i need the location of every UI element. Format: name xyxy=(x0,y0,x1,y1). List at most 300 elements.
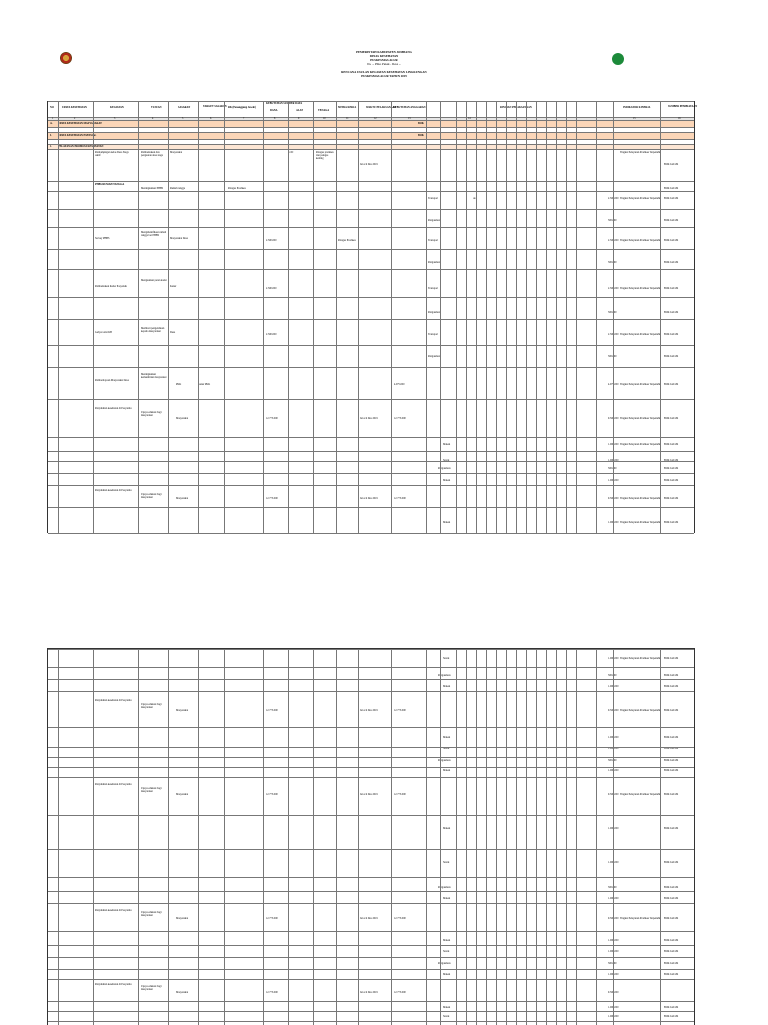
row8-anggaran: 12.775.000 xyxy=(394,497,406,500)
rincian-amount-7: 2.500.000 xyxy=(608,333,619,336)
rincian-sumber-6: BOK JALUR xyxy=(664,311,679,314)
table-row-line xyxy=(48,667,694,668)
table-column-line xyxy=(576,649,577,1025)
table-column-line xyxy=(506,649,507,1025)
row6-sasaran: PKK xyxy=(176,383,182,386)
row8-waktu: Jan s/d Des 2019 xyxy=(360,497,378,500)
b-row4-dana: 12.775.000 xyxy=(266,991,278,994)
row6-tujuan: Meningkatkan kemandirian masyarakat xyxy=(141,373,167,380)
table-column-line xyxy=(198,649,199,1025)
table-row-line xyxy=(48,319,694,320)
row2-sasaran: Rumah tangga xyxy=(170,187,186,190)
table-row-line xyxy=(48,120,694,121)
column-number: 6 xyxy=(210,117,212,120)
table-column-line xyxy=(576,101,577,533)
rincian-transport-4: Transport xyxy=(428,333,438,336)
rincian-transport-3: Transport xyxy=(428,287,438,290)
rincian-sumber-8: BOK JALUR xyxy=(664,355,679,358)
col-tujuan: TUJUAN xyxy=(151,106,162,109)
table-column-line xyxy=(168,101,169,533)
row7-dana: 12.775.000 xyxy=(266,417,278,420)
b-rincian-pengandaan-4: Pengandaan xyxy=(438,962,451,965)
rincian-amount-5: 2.500.000 xyxy=(608,287,619,290)
rincian-indikator-6: Tingkat Pelayanan Promkes Terpenuhi xyxy=(620,417,661,420)
rincian-sumber-10: BOK JALUR xyxy=(664,417,679,420)
table-row-line xyxy=(48,849,694,850)
row8-tujuan: Upaya edukasi bagi masyarakat xyxy=(141,493,162,500)
table-row-line xyxy=(48,945,694,946)
rincian-amount-2: 500.000 xyxy=(608,219,617,222)
table-column-line xyxy=(556,649,557,1025)
col-alat: ALAT xyxy=(296,109,304,112)
rincian-sumber-1: BOK JALUR xyxy=(664,197,679,200)
row1-waktu: Jan s/d Des 2019 xyxy=(360,163,378,166)
b-sumber-4: BOK JALUR xyxy=(664,709,679,712)
rincian-amount-13: 500.000 xyxy=(608,467,617,470)
b-sumber-18: BOK JALUR xyxy=(664,973,679,976)
column-number: 12 xyxy=(374,117,377,120)
table-column-line xyxy=(496,101,497,533)
table-row-line xyxy=(48,727,694,728)
column-number: 4 xyxy=(152,117,154,120)
row2-sumber: BOK JALUR xyxy=(664,187,679,190)
table-row-line xyxy=(48,249,694,250)
table-row-line xyxy=(48,437,694,438)
table-column-line xyxy=(506,101,507,533)
b-sumber-10: BOK JALUR xyxy=(664,827,679,830)
b-amount-12: 500.000 xyxy=(608,886,617,889)
column-number: 1 xyxy=(52,117,54,120)
table-column-line xyxy=(546,101,547,533)
rincian-pengandaan-4: Pengandaan xyxy=(428,355,441,358)
row1-indikator: Tingkat Pelayanan Promkes Terpenuhi xyxy=(620,151,661,154)
col-kegiatan: KEGIATAN xyxy=(110,106,124,109)
b-sumber-1: BOK JALUR xyxy=(664,657,679,660)
rincian-indikator-7: Tingkat Pelayanan Promkes Terpenuhi xyxy=(620,443,661,446)
row3-tujuan: Mengidentifikasi rumah tangga ber PHBS xyxy=(141,231,166,238)
row4-dana: 2.500.000 xyxy=(266,287,277,290)
table-column-line xyxy=(168,649,169,1025)
table-row-line xyxy=(48,297,694,298)
b-amount-15: 1.000.000 xyxy=(608,939,619,942)
row3-kegiatan: Survey PHBS xyxy=(95,237,110,240)
b-rincian-pengandaan-2: Pengandaan xyxy=(438,759,451,762)
table-column-line xyxy=(613,649,614,1025)
table-column-line xyxy=(466,101,467,533)
col-kebutuhan-anggaran: KEBUTUHAN ANGGARAN xyxy=(393,106,426,109)
rincian-sumber-7: BOK JALUR xyxy=(664,333,679,336)
table-column-line xyxy=(546,649,547,1025)
table-column-line xyxy=(336,649,337,1025)
table-column-line xyxy=(288,649,289,1025)
b-row2-tujuan: Upaya edukasi bagi masyarakat xyxy=(141,787,162,794)
rincian-indikator-8: Tingkat Pelayanan Promkes Terpenuhi xyxy=(620,497,661,500)
table-column-line xyxy=(426,101,427,533)
b-row3-dana: 12.775.000 xyxy=(266,917,278,920)
b-rincian-snack-4: Snack xyxy=(443,950,450,953)
plan-table-bottom xyxy=(47,648,695,1025)
b-indikator-3: Tingkat Pelayanan Promkes Terpenuhi xyxy=(620,793,661,796)
col-mitra: MITRA KERJA xyxy=(338,106,357,109)
b-row4-waktu: Jan s/d Des 2019 xyxy=(360,991,378,994)
b-sumber-8: BOK JALUR xyxy=(664,769,679,772)
b-row1-dana: 12.775.000 xyxy=(266,709,278,712)
row1-kegiatan: Pendampingan kelas Desa Siaga Aktif xyxy=(95,151,129,158)
table-row-line xyxy=(48,269,694,270)
row7-tujuan: Upaya edukasi bagi masyarakat xyxy=(141,411,162,418)
b-rincian-makan-4: Makan xyxy=(443,827,451,830)
rincian-indikator-1: Tingkat Pelayanan Promkes Terpenuhi xyxy=(620,197,661,200)
rincian-indikator-4: Tingkat Pelayanan Promkes Terpenuhi xyxy=(620,333,661,336)
table-row-line xyxy=(48,139,694,140)
row6-anggaran: 4.075.000 xyxy=(394,383,405,386)
rincian-amount-9: 4.075.000 xyxy=(608,383,619,386)
table-row-line xyxy=(48,757,694,758)
row2-rk: Petugas Promkes xyxy=(228,187,246,190)
b-rincian-pengandaan-3: Pengandaan xyxy=(438,886,451,889)
rincian-pengandaan-2: Pengandaan xyxy=(428,261,441,264)
b-row3-kegiatan: Penyuluhan kesehatan di Posyandu xyxy=(95,909,132,912)
table-column-line xyxy=(536,649,537,1025)
table-row-line xyxy=(48,979,694,980)
row2-tujuan: Meningkatkan PHBS xyxy=(141,187,164,190)
table-column-line xyxy=(440,101,441,533)
row7-anggaran: 12.775.000 xyxy=(394,417,406,420)
b-rincian-makan-1: Makan xyxy=(443,685,451,688)
table-row-line xyxy=(48,877,694,878)
rincian-amount-14: 1.000.000 xyxy=(608,479,619,482)
column-number: 9 xyxy=(298,117,300,120)
table-row-line xyxy=(48,485,694,486)
b-sumber-15: BOK JALUR xyxy=(664,939,679,942)
rincian-amount-8: 500.000 xyxy=(608,355,617,358)
b-row4-sasaran: Masyarakat xyxy=(176,991,189,994)
b-row2-anggaran: 12.775.000 xyxy=(394,793,406,796)
rincian-sumber-11: BOK JALUR xyxy=(664,443,679,446)
rincian-indikator-9: Tingkat Pelayanan Promkes Terpenuhi xyxy=(620,521,661,524)
col-dana: DANA xyxy=(270,109,278,112)
table-column-line xyxy=(496,649,497,1025)
col-sumber: SUMBER PEMBIAYAAN xyxy=(668,105,698,108)
row8-dana: 12.775.000 xyxy=(266,497,278,500)
table-row-line xyxy=(48,649,694,650)
rincian-sumber-14: BOK JALUR xyxy=(664,479,679,482)
b-amount-5: 1.000.000 xyxy=(608,736,619,739)
table-column-line xyxy=(93,101,94,533)
b-amount-20: 1.000.000 xyxy=(608,1006,619,1009)
b-row1-anggaran: 12.775.000 xyxy=(394,709,406,712)
b-amount-9: 9.500.000 xyxy=(608,793,619,796)
table-column-line xyxy=(516,649,517,1025)
row5-sasaran: Desa xyxy=(170,331,176,334)
row1-tenaga: Petugas promkes dan petugas kesling xyxy=(316,151,334,161)
row3-sasaran: Masyarakat Desa xyxy=(170,237,188,240)
b-amount-3: 1.000.000 xyxy=(608,685,619,688)
table-row-line xyxy=(48,679,694,680)
col-indikator: INDIKATOR KINERJA xyxy=(623,106,651,109)
table-row-line xyxy=(48,191,694,192)
row4-kegiatan: Pembentukan Kader Posyandu xyxy=(95,285,127,288)
b-row3-anggaran: 12.775.000 xyxy=(394,917,406,920)
b-row1-kegiatan: Penyuluhan kesehatan di Posyandu xyxy=(95,699,132,702)
table-column-line xyxy=(516,101,517,533)
b-rincian-makan-7: Makan xyxy=(443,973,451,976)
row1-alat: LCD xyxy=(288,151,294,154)
table-column-line xyxy=(313,101,314,533)
rincian-sumber-16: BOK JALUR xyxy=(664,521,679,524)
column-number: 2 xyxy=(74,117,76,120)
table-row-line xyxy=(48,367,694,368)
rincian-indikator-5: Tingkat Pelayanan Promkes Terpenuhi xyxy=(620,383,661,386)
rincian-amount-4: 500.000 xyxy=(608,261,617,264)
b-sumber-3: BOK JALUR xyxy=(664,685,679,688)
doc-title-2: PUSKESMAS ALUR TAHUN 2019 xyxy=(361,74,407,78)
table-column-line xyxy=(486,649,487,1025)
table-row-line xyxy=(48,969,694,970)
col-waktu: WAKTU PELAKSANAAN xyxy=(366,106,397,109)
table-column-line xyxy=(263,101,264,533)
col-no: NO xyxy=(50,106,54,109)
rincian-indikator-3: Tingkat Pelayanan Promkes Terpenuhi xyxy=(620,287,661,290)
row2-kegiatan: PHBS RUMAH TANGGA xyxy=(95,183,125,186)
rincian-amount-12: 1.000.000 xyxy=(608,459,619,462)
rincian-sumber-2: BOK JALUR xyxy=(664,219,679,222)
b-row1-sasaran: Masyarakat xyxy=(176,709,189,712)
row8-sasaran: Masyarakat xyxy=(176,497,189,500)
table-column-line xyxy=(596,101,597,533)
col-kebutuhan: KEBUTUHAN SUMBER DAYA xyxy=(266,102,303,105)
b-rincian-pengandaan-1: Pengandaan xyxy=(438,674,451,677)
b-row4-tujuan: Upaya edukasi bagi masyarakat xyxy=(141,985,162,992)
table-column-line xyxy=(426,649,427,1025)
table-column-line xyxy=(596,649,597,1025)
table-column-line xyxy=(526,101,527,533)
row8-kegiatan: Penyuluhan kesehatan di Posyandu xyxy=(95,489,132,492)
table-row-line xyxy=(48,507,694,508)
table-row-line xyxy=(48,101,694,102)
table-row-line xyxy=(48,399,694,400)
b-row2-waktu: Jan s/d Des 2019 xyxy=(360,793,378,796)
table-column-line xyxy=(556,101,557,533)
section-a-note: BOK xyxy=(418,122,424,125)
column-number: 16 xyxy=(678,117,681,120)
row1-sasaran: Masyarakat xyxy=(170,151,183,154)
rincian-pengandaan-3: Pengandaan xyxy=(428,311,441,314)
column-number: 5 xyxy=(182,117,184,120)
b-indikator-2: Tingkat Pelayanan Promkes Terpenuhi xyxy=(620,709,661,712)
b-sumber-6: BOK JALUR xyxy=(664,747,679,750)
row5-kegiatan: Gebyar Alat KB xyxy=(95,331,112,334)
row1-sumber: BOK JALUR xyxy=(664,163,679,166)
table-column-line xyxy=(456,101,457,533)
b-row4-anggaran: 12.775.000 xyxy=(394,991,406,994)
b-sumber-9: BOK JALUR xyxy=(664,793,679,796)
rincian-sumber-4: BOK JALUR xyxy=(664,261,679,264)
table-column-line xyxy=(566,101,567,533)
b-amount-7: 500.000 xyxy=(608,759,617,762)
column-number: 7 xyxy=(243,117,245,120)
b-rincian-makan-6: Makan xyxy=(443,939,451,942)
rincian-amount-16: 1.000.000 xyxy=(608,521,619,524)
table-row-line xyxy=(48,533,694,534)
b-amount-17: 500.000 xyxy=(608,962,617,965)
table-row-line xyxy=(48,931,694,932)
header-line-2: DINAS KESEHATAN xyxy=(369,54,399,58)
rincian-makan-2: Makan xyxy=(443,479,451,482)
column-number: 15 xyxy=(633,117,636,120)
row7-waktu: Jan s/d Des 2019 xyxy=(360,417,378,420)
row3-dana: 2.500.000 xyxy=(266,239,277,242)
b-rincian-makan-5: Makan xyxy=(443,897,451,900)
table-column-line xyxy=(391,649,392,1025)
rincian-sumber-12: BOK JALUR xyxy=(664,459,679,462)
rincian-amount-3: 2.500.000 xyxy=(608,239,619,242)
b-amount-4: 9.500.000 xyxy=(608,709,619,712)
table-column-line xyxy=(93,649,94,1025)
b-amount-16: 1.000.000 xyxy=(608,950,619,953)
rincian-amount-11: 1.000.000 xyxy=(608,443,619,446)
section-a-label: UPAYA KESEHATAN MASYARAKAT xyxy=(58,122,102,125)
table-row-line xyxy=(48,132,694,133)
b-amount-1: 1.000.000 xyxy=(608,657,619,660)
b-rincian-snack-5: Snack xyxy=(443,1015,450,1018)
table-row-line xyxy=(48,461,694,462)
b-sumber-16: BOK JALUR xyxy=(664,950,679,953)
table-row-line xyxy=(48,777,694,778)
table-row-line xyxy=(48,209,694,210)
b-rincian-makan-8: Makan xyxy=(443,1006,451,1009)
rincian-sumber-5: BOK JALUR xyxy=(664,287,679,290)
section-1-label: PELAYANAN PROMOSI KESEHATAN xyxy=(58,145,104,148)
header-line-4: Jln. ... Pliko Pukak - Desa ... xyxy=(366,62,402,66)
header-line-1: PEMERINTAH KABUPATEN JOMBANG xyxy=(356,50,412,54)
b-indikator-4: Tingkat Pelayanan Promkes Terpenuhi xyxy=(620,917,661,920)
b-sumber-13: BOK JALUR xyxy=(664,897,679,900)
b-amount-6: 1.000.000 xyxy=(608,747,619,750)
table-column-line xyxy=(391,101,392,533)
column-number: 3 xyxy=(114,117,116,120)
rincian-indikator-2: Tingkat Pelayanan Promkes Terpenuhi xyxy=(620,239,661,242)
rincian-snack-1: Snack xyxy=(443,459,450,462)
rincian-sumber-15: BOK JALUR xyxy=(664,497,679,500)
b-rincian-makan-3: Makan xyxy=(443,769,451,772)
column-number: 11 xyxy=(346,117,349,120)
b-sumber-19: BOK JALUR xyxy=(664,1006,679,1009)
b-rincian-makan-2: Makan xyxy=(443,736,451,739)
row6-target: Kader PKK xyxy=(198,383,211,386)
table-column-line xyxy=(566,649,567,1025)
table-column-line xyxy=(313,649,314,1025)
table-column-line xyxy=(456,649,457,1025)
table-column-line xyxy=(476,101,477,533)
table-row-line xyxy=(48,903,694,904)
b-amount-14: 9.500.000 xyxy=(608,917,619,920)
b-sumber-14: BOK JALUR xyxy=(664,917,679,920)
table-column-line xyxy=(138,649,139,1025)
rincian-sumber-3: BOK JALUR xyxy=(664,239,679,242)
column-number: 13 xyxy=(408,117,411,120)
table-row-line xyxy=(48,747,694,748)
table-column-line xyxy=(288,101,289,533)
row7-kegiatan: Penyuluhan kesehatan di Posyandu xyxy=(95,407,132,410)
section-a-no: A. xyxy=(50,122,53,125)
table-column-line xyxy=(358,101,359,533)
row1-tujuan: Pembentukan dan penguatan desa siaga xyxy=(141,151,163,158)
table-column-line xyxy=(224,101,225,533)
b-row3-sasaran: Masyarakat xyxy=(176,917,189,920)
table-row-line xyxy=(48,767,694,768)
table-row-line xyxy=(48,815,694,816)
table-row-line xyxy=(48,451,694,452)
b-sumber-11: BOK JALUR xyxy=(664,861,679,864)
b-rincian-snack-2: Snack xyxy=(443,747,450,750)
b-amount-19: 9.500.000 xyxy=(608,991,619,994)
rincian-amount-10: 9.500.000 xyxy=(608,417,619,420)
rincian-amount-1: 2.500.000 xyxy=(608,197,619,200)
rincian-pengandaan-1: Pengandaan xyxy=(428,219,441,222)
table-row-line xyxy=(48,891,694,892)
section-i-no: I. xyxy=(50,134,52,137)
b-row3-waktu: Jan s/d Des 2019 xyxy=(360,917,378,920)
rincian-transport-2: Transport xyxy=(428,239,438,242)
col-rk: RK (Penanggung Jawab) xyxy=(228,106,256,109)
header-line-3: PUSKESMAS ALUR xyxy=(370,58,398,62)
section-1-no: 1. xyxy=(50,145,52,148)
rincian-makan-1: Makan xyxy=(443,443,451,446)
b-sumber-5: BOK JALUR xyxy=(664,736,679,739)
column-number: 8 xyxy=(274,117,276,120)
table-row-line xyxy=(48,691,694,692)
table-column-line xyxy=(138,101,139,533)
b-row1-tujuan: Upaya edukasi bagi masyarakat xyxy=(141,703,162,710)
table-column-line xyxy=(466,649,467,1025)
b-row2-sasaran: Masyarakat xyxy=(176,793,189,796)
table-row-line xyxy=(48,1021,694,1022)
doc-title-1: RENCANA USULAN KEGIATAN KESEHATAN LINGKUNGAN xyxy=(341,70,427,74)
row4-tujuan: Menguatkan peran kader xyxy=(141,279,167,282)
rincian-makan-3: Makan xyxy=(443,521,451,524)
b-amount-11: 1.000.000 xyxy=(608,861,619,864)
b-row2-kegiatan: Penyuluhan kesehatan di Posyandu xyxy=(95,783,132,786)
table-column-line xyxy=(660,649,661,1025)
table-row-line xyxy=(48,473,694,474)
row3-tenaga: Petugas Promkes xyxy=(338,239,356,242)
table-row-line xyxy=(48,127,694,128)
table-column-line xyxy=(263,649,264,1025)
b-sumber-17: BOK JALUR xyxy=(664,962,679,965)
table-column-line xyxy=(336,101,337,533)
table-column-line xyxy=(440,649,441,1025)
table-column-line xyxy=(198,101,199,533)
table-row-line xyxy=(48,181,694,182)
row6-kegiatan: Pemberdayaan Masyarakat Desa xyxy=(95,379,129,382)
table-column-line xyxy=(476,649,477,1025)
table-column-line xyxy=(660,101,661,533)
rincian-pengandaan-5: Pengandaan xyxy=(438,467,451,470)
table-row-line xyxy=(48,144,694,145)
table-row-line xyxy=(48,1011,694,1012)
table-column-line xyxy=(358,649,359,1025)
row5-dana: 2.500.000 xyxy=(266,333,277,336)
table-column-line xyxy=(526,649,527,1025)
table-row-line xyxy=(48,227,694,228)
b-amount-13: 1.000.000 xyxy=(608,897,619,900)
table-row-line xyxy=(48,149,694,150)
table-row-line xyxy=(48,957,694,958)
b-amount-10: 1.000.000 xyxy=(608,827,619,830)
table-column-line xyxy=(536,101,537,533)
plan-table-top xyxy=(47,101,698,533)
